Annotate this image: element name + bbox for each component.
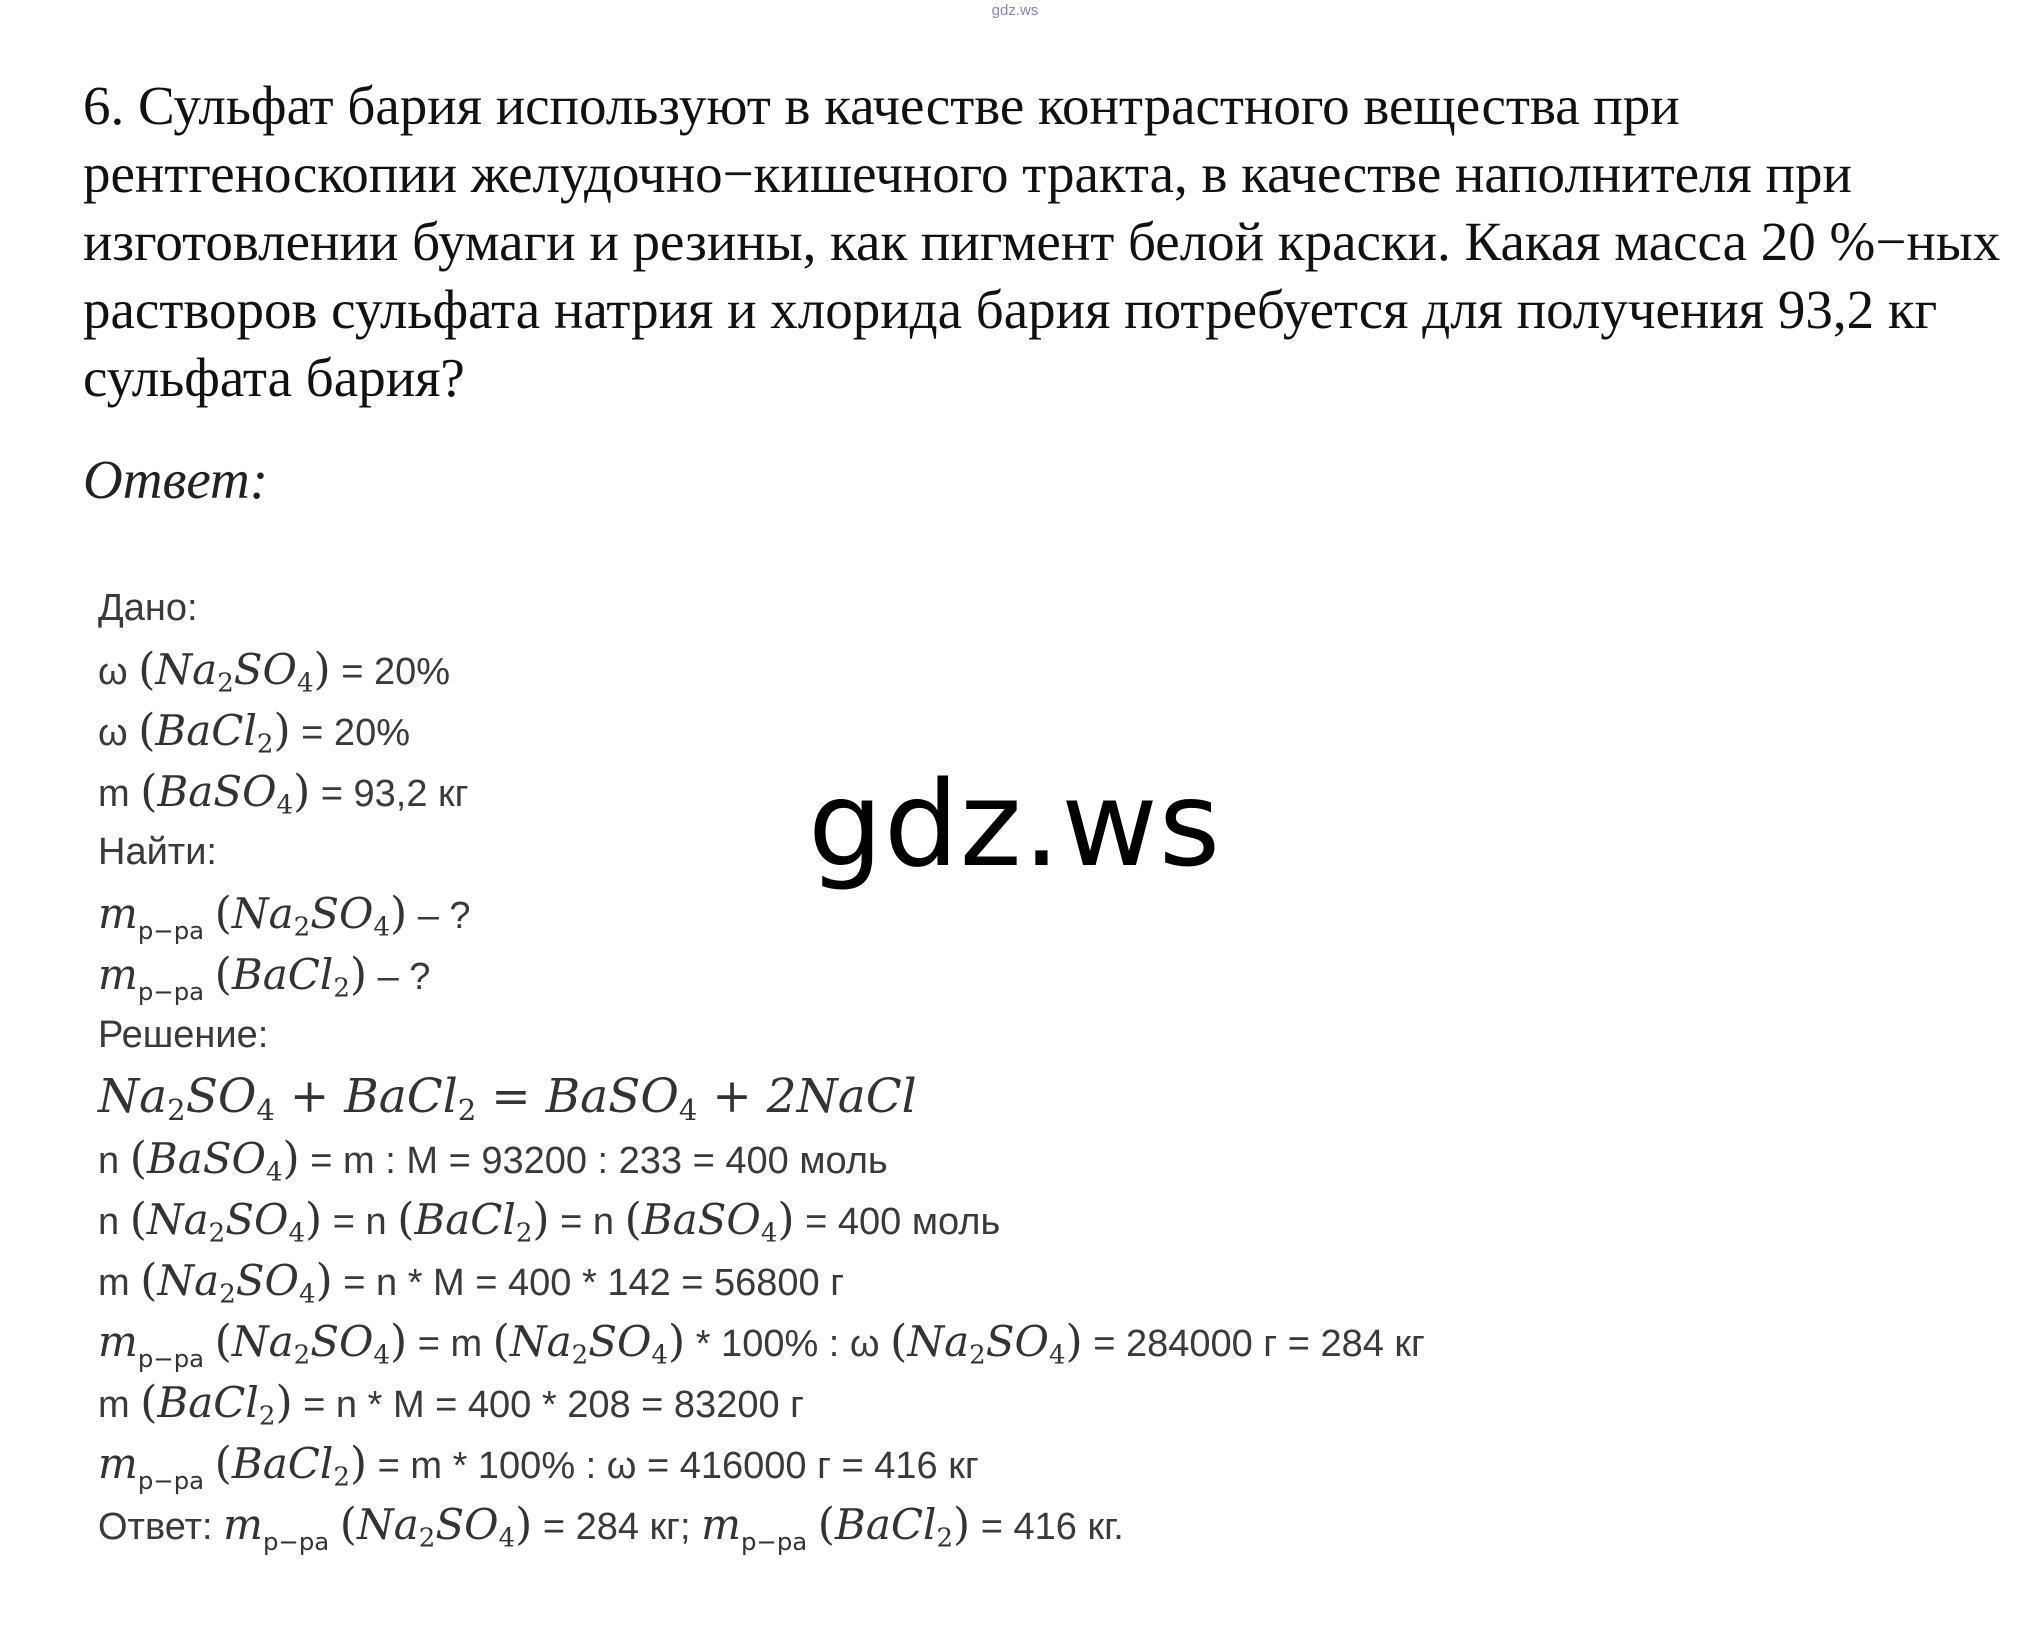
line-mass-solution-na2so4: $m_{р-ра}$ $(Na_2SO_4) = m$ $(Na_2SO_4) * 100\%$ : ω $(Na_2SO_4) = 284000$ г = 284 кг: [98, 1316, 1425, 1373]
line-mass-bacl2: m (BaCl$_2$) = n * M = 400 * 208 = 83200 г: [98, 1377, 805, 1432]
given-omega-na2so4: ω $(Na_2SO_4) = 20\%$: [98, 644, 451, 699]
find-label: Найти:: [98, 831, 217, 873]
problem-text: 6. Сульфат бария используют в качестве контрастного вещества при рентгеноскопии желудочно−кишечного тракта, в качестве наполнителя при изготовлении бумаги и резины, как пигмент белой краски. Какая масса 20 %−ных растворов сульфата натрия и хлорида бария потребуется для получения 93,2 кг сульфата бария?: [83, 75, 2001, 408]
watermark-center: gdz.ws: [808, 755, 1222, 893]
line-n-baso4: n (BaSO$_4$) = m : M = 93200 : 233 = 400 моль: [98, 1133, 888, 1188]
reaction-equation: $Na_2SO_4$ + BaCl$_2$ = BaSO$_4$ + 2NaCl: [98, 1069, 917, 1128]
given-label: Дано:: [98, 587, 198, 629]
answer-heading: Ответ:: [83, 449, 269, 510]
solution-block: [98, 578, 1425, 1555]
line-mass-na2so4: m $(Na_2SO_4) = n * M = 400 * 142 = 56800$ г: [98, 1255, 845, 1310]
solution-label: Решение:: [98, 1014, 269, 1056]
watermark-top: gdz.ws: [991, 2, 1039, 19]
given-omega-bacl2: ω (BaCl$_2$) = 20%: [98, 705, 410, 760]
find-mass-solution-na2so4: $m_{р-ра}$ $(Na_2SO_4)$ – ?: [98, 888, 471, 945]
find-mass-solution-bacl2: $m_{р-ра}$ (BaCl$_2$) – ?: [98, 949, 431, 1006]
final-answer: Ответ: $m_{р-ра}$ $(Na_2SO_4) = 284$ кг; $m_{р-ра}$ (BaCl$_2$) = 416 кг.: [98, 1499, 1124, 1556]
given-mass-baso4: m (BaSO$_4$) = 93,2 кг: [98, 766, 469, 821]
line-equal-moles: n $(Na_2SO_4) = n$ (BaCl$_2$) = n (BaSO$_4$) = 400 моль: [98, 1194, 1001, 1249]
line-mass-solution-bacl2: $m_{р-ра}$ (BaCl$_2$) = m * 100% : ω = 416000 г = 416 кг: [98, 1438, 979, 1495]
